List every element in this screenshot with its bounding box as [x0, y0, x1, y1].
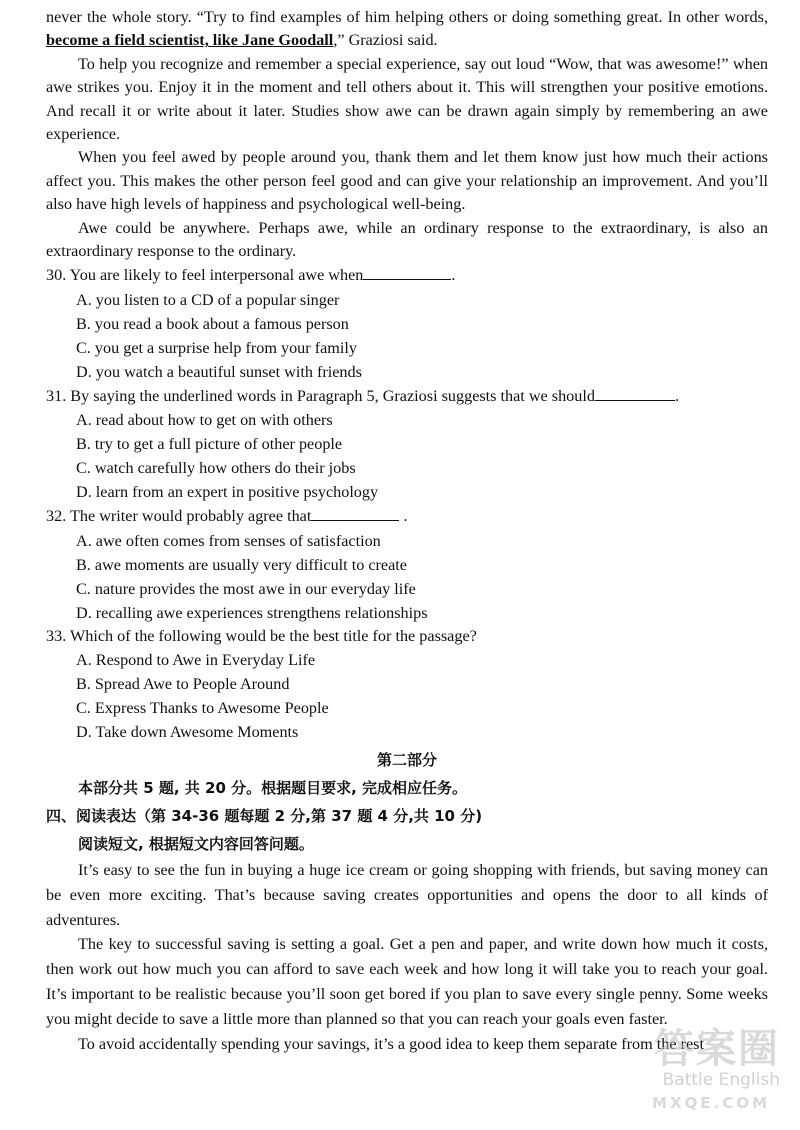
part-title: 第二部分 [376, 751, 437, 770]
option-a: A. read about how to get on with others [76, 411, 333, 430]
answer-blank [595, 384, 675, 401]
question-stem-text: 32. The writer would probably agree that [46, 507, 312, 526]
reading-paragraph-2: The key to successful saving is setting a goal. Get a pen and paper, and write down how much it costs, then work out how much you can afford to save each week and how long it will take you to reach your goal. It’s important to be realistic because you’ll soon get bored if you plan to save every single penny. Some weeks you might decide to save a little more than planned so that you can reach your goals even faster. [46, 935, 768, 1028]
passage-paragraph-7: Awe could be anywhere. Perhaps awe, while an ordinary response to the extraordinary, is also an extraordinary response to the ordinary. [46, 218, 768, 261]
passage-paragraph-5: To help you recognize and remember a special experience, say out loud “Wow, that was awesome!” when awe strikes you. Enjoy it in the moment and tell others about it. This will strengthen your positive emotions. And recall it or write about it later. Studies show awe can be drawn again simply by remembering an awe experience. [46, 54, 768, 144]
option-b: B. Spread Awe to People Around [76, 675, 290, 694]
option-c: C. you get a surprise help from your family [76, 338, 357, 357]
question-stem [46, 263, 768, 287]
passage-paragraph-4-end [46, 6, 768, 53]
answer-blank [363, 263, 451, 280]
answer-blank [311, 504, 399, 521]
option-c: C. Express Thanks to Awesome People [76, 699, 329, 718]
watermark-site: MXQE.COM [652, 1094, 770, 1112]
part-intro: 本部分共 5 题, 共 20 分。根据题目要求, 完成相应任务。 [78, 779, 468, 798]
question-stem-end: . [674, 386, 679, 405]
question-stem-text: 30. You are likely to feel interpersonal awe when [46, 266, 364, 285]
question-stem-text: 31. By saying the underlined words in Paragraph 5, Graziosi suggests that we should [46, 386, 595, 405]
question-stem-end: . [399, 507, 408, 526]
document-page [46, 6, 768, 1056]
option-d: D. recalling awe experiences strengthens relationships [76, 603, 428, 622]
question-stem [46, 384, 768, 408]
paragraph-text: never the whole story. “Try to find examples of him helping others or doing something great. In other words, [46, 8, 768, 26]
option-a: A. awe often comes from senses of satisfaction [76, 531, 381, 550]
reading-paragraph-3: To avoid accidentally spending your savings, it’s a good idea to keep them separate from the rest [78, 1034, 704, 1053]
question-stem-end: . [451, 266, 456, 285]
option-d: D. you watch a beautiful sunset with friends [76, 362, 362, 381]
question-33 [46, 625, 768, 744]
option-d: D. learn from an expert in positive psychology [76, 483, 379, 502]
option-d: D. Take down Awesome Moments [76, 723, 299, 742]
watermark-account: Battle English [662, 1070, 780, 1090]
question-stem [46, 504, 768, 528]
question-30 [46, 263, 768, 383]
watermark-logo: 答案圈 [654, 1026, 780, 1072]
passage-paragraph-6: When you feel awed by people around you, thank them and let them know just how much their actions affect you. This makes the other person feel good and can give your relationship an improvement. And you’ll also have high levels of happiness and psychological well-being. [46, 148, 768, 214]
paragraph-text: ,” Graziosi said. [333, 31, 438, 50]
question-31 [46, 384, 768, 504]
underlined-phrase: become a field scientist, like Jane Goodall [46, 31, 334, 50]
watermark [630, 1017, 780, 1112]
section-heading: 四、阅读表达（第 34-36 题每题 2 分,第 37 题 4 分,共 10 分) [46, 807, 483, 826]
option-c: C. watch carefully how others do their jobs [76, 459, 356, 478]
option-b: B. you read a book about a famous person [76, 314, 349, 333]
reading-paragraph-1: It’s easy to see the fun in buying a huge ice cream or going shopping with friends, but saving money can be even more exciting. That’s because saving creates opportunities and opens the door to all kinds of adventures. [46, 861, 768, 929]
option-c: C. nature provides the most awe in our everyday life [76, 579, 416, 598]
option-b: B. try to get a full picture of other people [76, 435, 343, 454]
question-32 [46, 504, 768, 624]
option-a: A. Respond to Awe in Everyday Life [76, 651, 316, 670]
question-stem: 33. Which of the following would be the best title for the passage? [46, 626, 477, 645]
option-b: B. awe moments are usually very difficult to create [76, 555, 407, 574]
option-a: A. you listen to a CD of a popular singer [76, 290, 340, 309]
section-instruction: 阅读短文, 根据短文内容回答问题。 [78, 835, 314, 854]
